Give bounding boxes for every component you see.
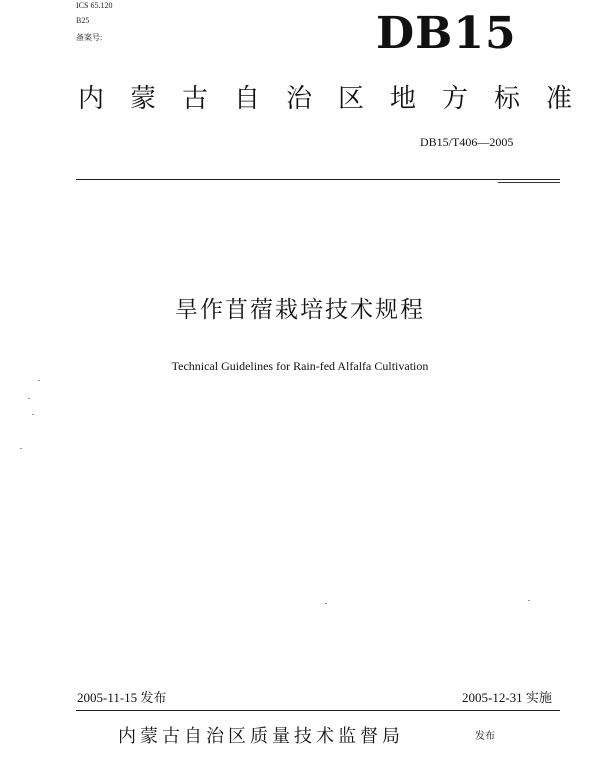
db-standard-mark: DB15 xyxy=(376,8,517,59)
scan-speck xyxy=(325,603,327,604)
scan-speck xyxy=(28,398,30,399)
scan-speck xyxy=(528,600,530,601)
issue-date: 2005-11-15 发布 xyxy=(77,690,167,705)
issuer-suffix: 发布 xyxy=(475,731,495,742)
scan-speck xyxy=(32,414,34,415)
header-rule-secondary xyxy=(498,182,560,183)
footer-rule xyxy=(76,710,560,711)
issuing-authority: 内蒙古自治区质量技术监督局 xyxy=(118,726,404,747)
ccs-code: B25 xyxy=(76,16,90,25)
implementation-date: 2005-12-31 实施 xyxy=(462,690,552,705)
scan-speck xyxy=(20,448,22,449)
scan-speck xyxy=(38,380,40,381)
header-rule xyxy=(76,179,560,180)
standard-type-heading: 内蒙古自治区地方标准 xyxy=(78,84,599,114)
title-chinese: 旱作苜蓿栽培技术规程 xyxy=(175,297,425,323)
record-number-label: 备案号: xyxy=(76,33,103,42)
ics-code: ICS 65.120 xyxy=(76,1,113,10)
title-english: Technical Guidelines for Rain-fed Alfalfa Cultivation xyxy=(171,359,429,373)
standard-code: DB15/T406—2005 xyxy=(420,135,514,149)
